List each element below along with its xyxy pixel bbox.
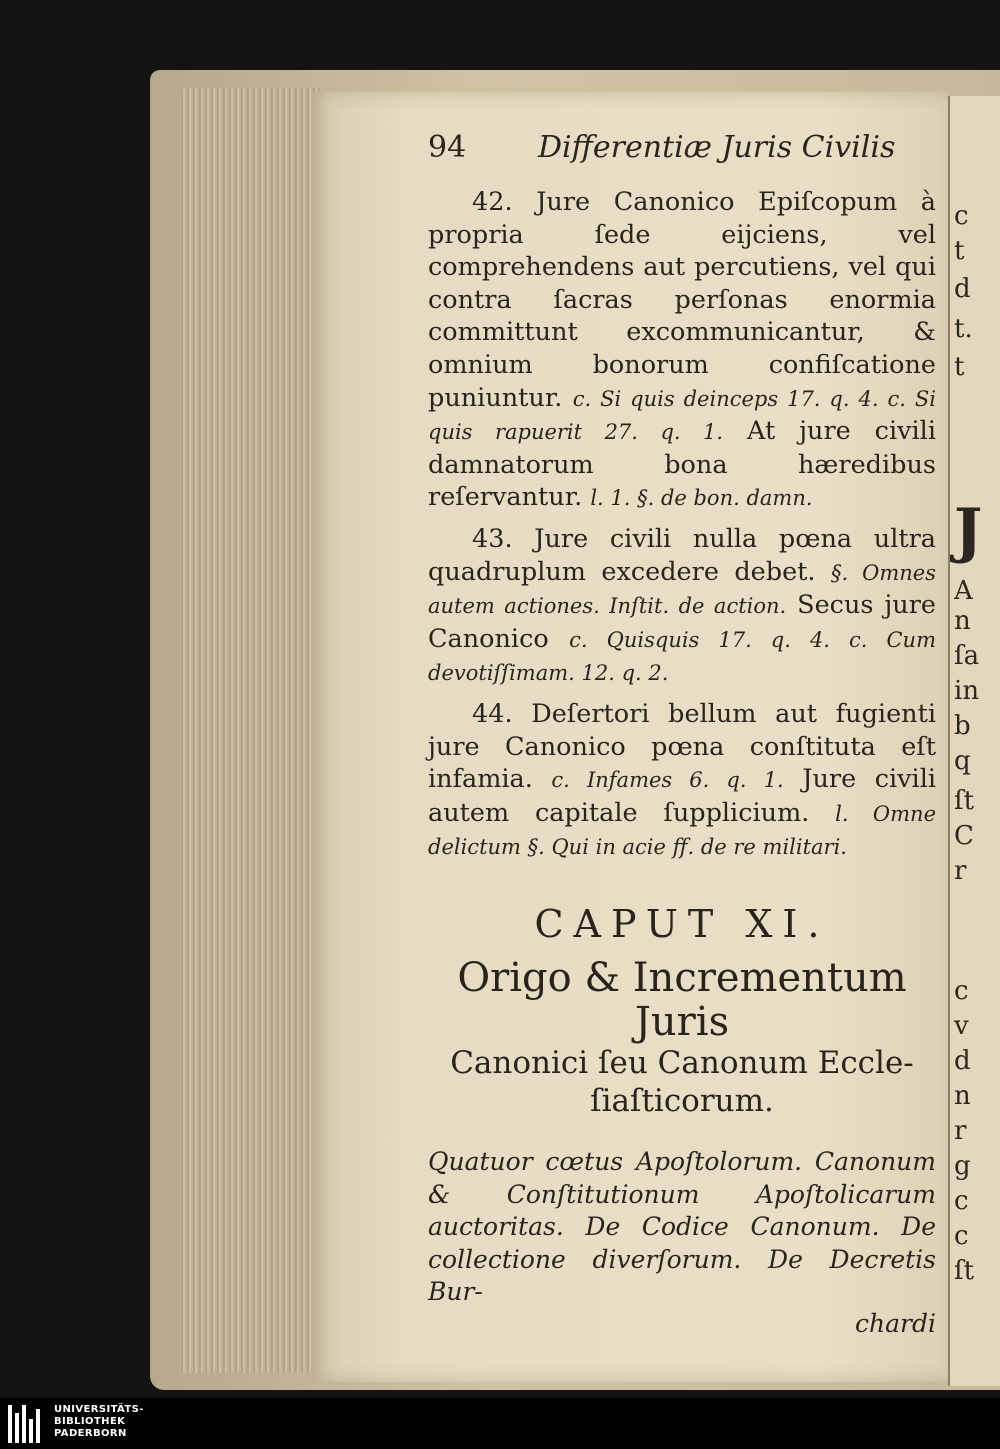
chapter-title-line-1: Origo & Incrementum Juris	[457, 955, 907, 1046]
citation: c. Infames 6. q. 1.	[551, 768, 784, 793]
paragraph-number: 43.	[472, 523, 513, 554]
facing-page-letter: t	[954, 236, 965, 266]
paragraph-text: At jure civili damnatorum bona hæredibus reſervantur.	[428, 416, 936, 513]
facing-page-letter: ſa	[954, 641, 980, 671]
citation: l. Omne delictum §. Qui in acie ff. de re militari.	[428, 801, 936, 860]
facing-page-fragment	[948, 96, 1000, 1386]
facing-page-letter: ſt	[954, 1256, 975, 1286]
citation: c. Si quis deinceps 17. q. 4. c. Si quis rapuerit 27. q. 1.	[428, 386, 936, 445]
facing-page-letter: n	[954, 1081, 971, 1111]
facing-page-letter: c	[954, 201, 969, 231]
facing-page-letter: t	[954, 352, 965, 382]
library-logo-icon	[8, 1405, 44, 1443]
paragraph-42	[428, 186, 936, 515]
paragraph-text: Jure Canonico Epiſcopum à propria ſede eijciens, vel comprehendens aut percutiens, vel qui contra ſacras perſonas enormia committunt excommunicantur, & omnium bonorum confiſcatione puniuntur.	[428, 187, 937, 413]
paragraph-text: Deſertori bellum aut fugienti jure Canonico pœna conſtituta eſt infamia.	[428, 698, 936, 795]
facing-page-letter: A	[954, 576, 973, 606]
facing-page-letter: g	[954, 1151, 971, 1181]
facing-page-letter: v	[954, 1011, 969, 1041]
facing-page-letter: r	[954, 856, 967, 886]
library-name-line-3: PADERBORN	[54, 1428, 127, 1439]
catchword: chardi	[855, 1308, 936, 1338]
chapter-title-line-3: ſiaſticorum.	[590, 1083, 774, 1120]
facing-page-letter: J	[954, 496, 983, 566]
facing-page-letter: n	[954, 606, 971, 636]
paragraph-text: Jure civili nulla pœna ultra quadruplum excedere debet.	[428, 523, 937, 587]
paragraph-44	[428, 698, 936, 864]
paragraph-number: 42.	[472, 187, 513, 217]
facing-page-letter: t.	[954, 314, 973, 344]
page-number: 94	[428, 130, 467, 165]
library-name-line-2: BIBLIOTHEK	[54, 1416, 126, 1427]
facing-page-letter: d	[954, 274, 971, 304]
citation: c. Quisquis 17. q. 4. c. Cum devotiſſimam. 12. q. 2.	[428, 627, 936, 686]
library-name	[54, 1404, 144, 1440]
citation: l. 1. §. de bon. damn.	[590, 486, 813, 511]
citation: §. Omnes autem actiones. Inſtit. de action.	[428, 560, 937, 619]
paragraph-text: Secus jure Canonico	[428, 590, 936, 654]
paragraph-number: 44.	[472, 698, 513, 729]
facing-page-letter: c	[954, 1186, 969, 1216]
facing-page-letter: c	[954, 1221, 969, 1251]
page-header	[428, 130, 948, 170]
facing-page-letter: ſt	[954, 786, 975, 816]
facing-page-letter: r	[954, 1116, 967, 1146]
facing-page-letter: C	[954, 821, 974, 851]
chapter-summary: Quatuor cœtus Apoſtolorum. Canonum & Conſtitutionum Apoſtolicarum auctoritas. De Codice Canonum. De collectione diverſorum. De Decretis Bur-	[428, 1147, 936, 1307]
library-footer	[0, 1398, 1000, 1449]
paragraph-text: Jure civili autem capitale ſupplicium.	[428, 764, 937, 828]
chapter-heading: CAPUT XI.	[534, 901, 830, 946]
facing-page-letter: in	[954, 676, 980, 706]
page-body	[428, 186, 936, 1339]
facing-page-letter: q	[954, 746, 971, 776]
facing-page-letter: d	[954, 1046, 971, 1076]
running-title: Differentiæ Juris Civilis	[538, 130, 896, 165]
chapter-title-line-2: Canonici ſeu Canonum Eccle-	[450, 1045, 914, 1082]
facing-page-letter: c	[954, 976, 969, 1006]
library-name-line-1: UNIVERSITÄTS-	[54, 1404, 144, 1415]
paragraph-43	[428, 523, 936, 690]
facing-page-letter: b	[954, 711, 971, 741]
page-edges	[180, 88, 320, 1373]
